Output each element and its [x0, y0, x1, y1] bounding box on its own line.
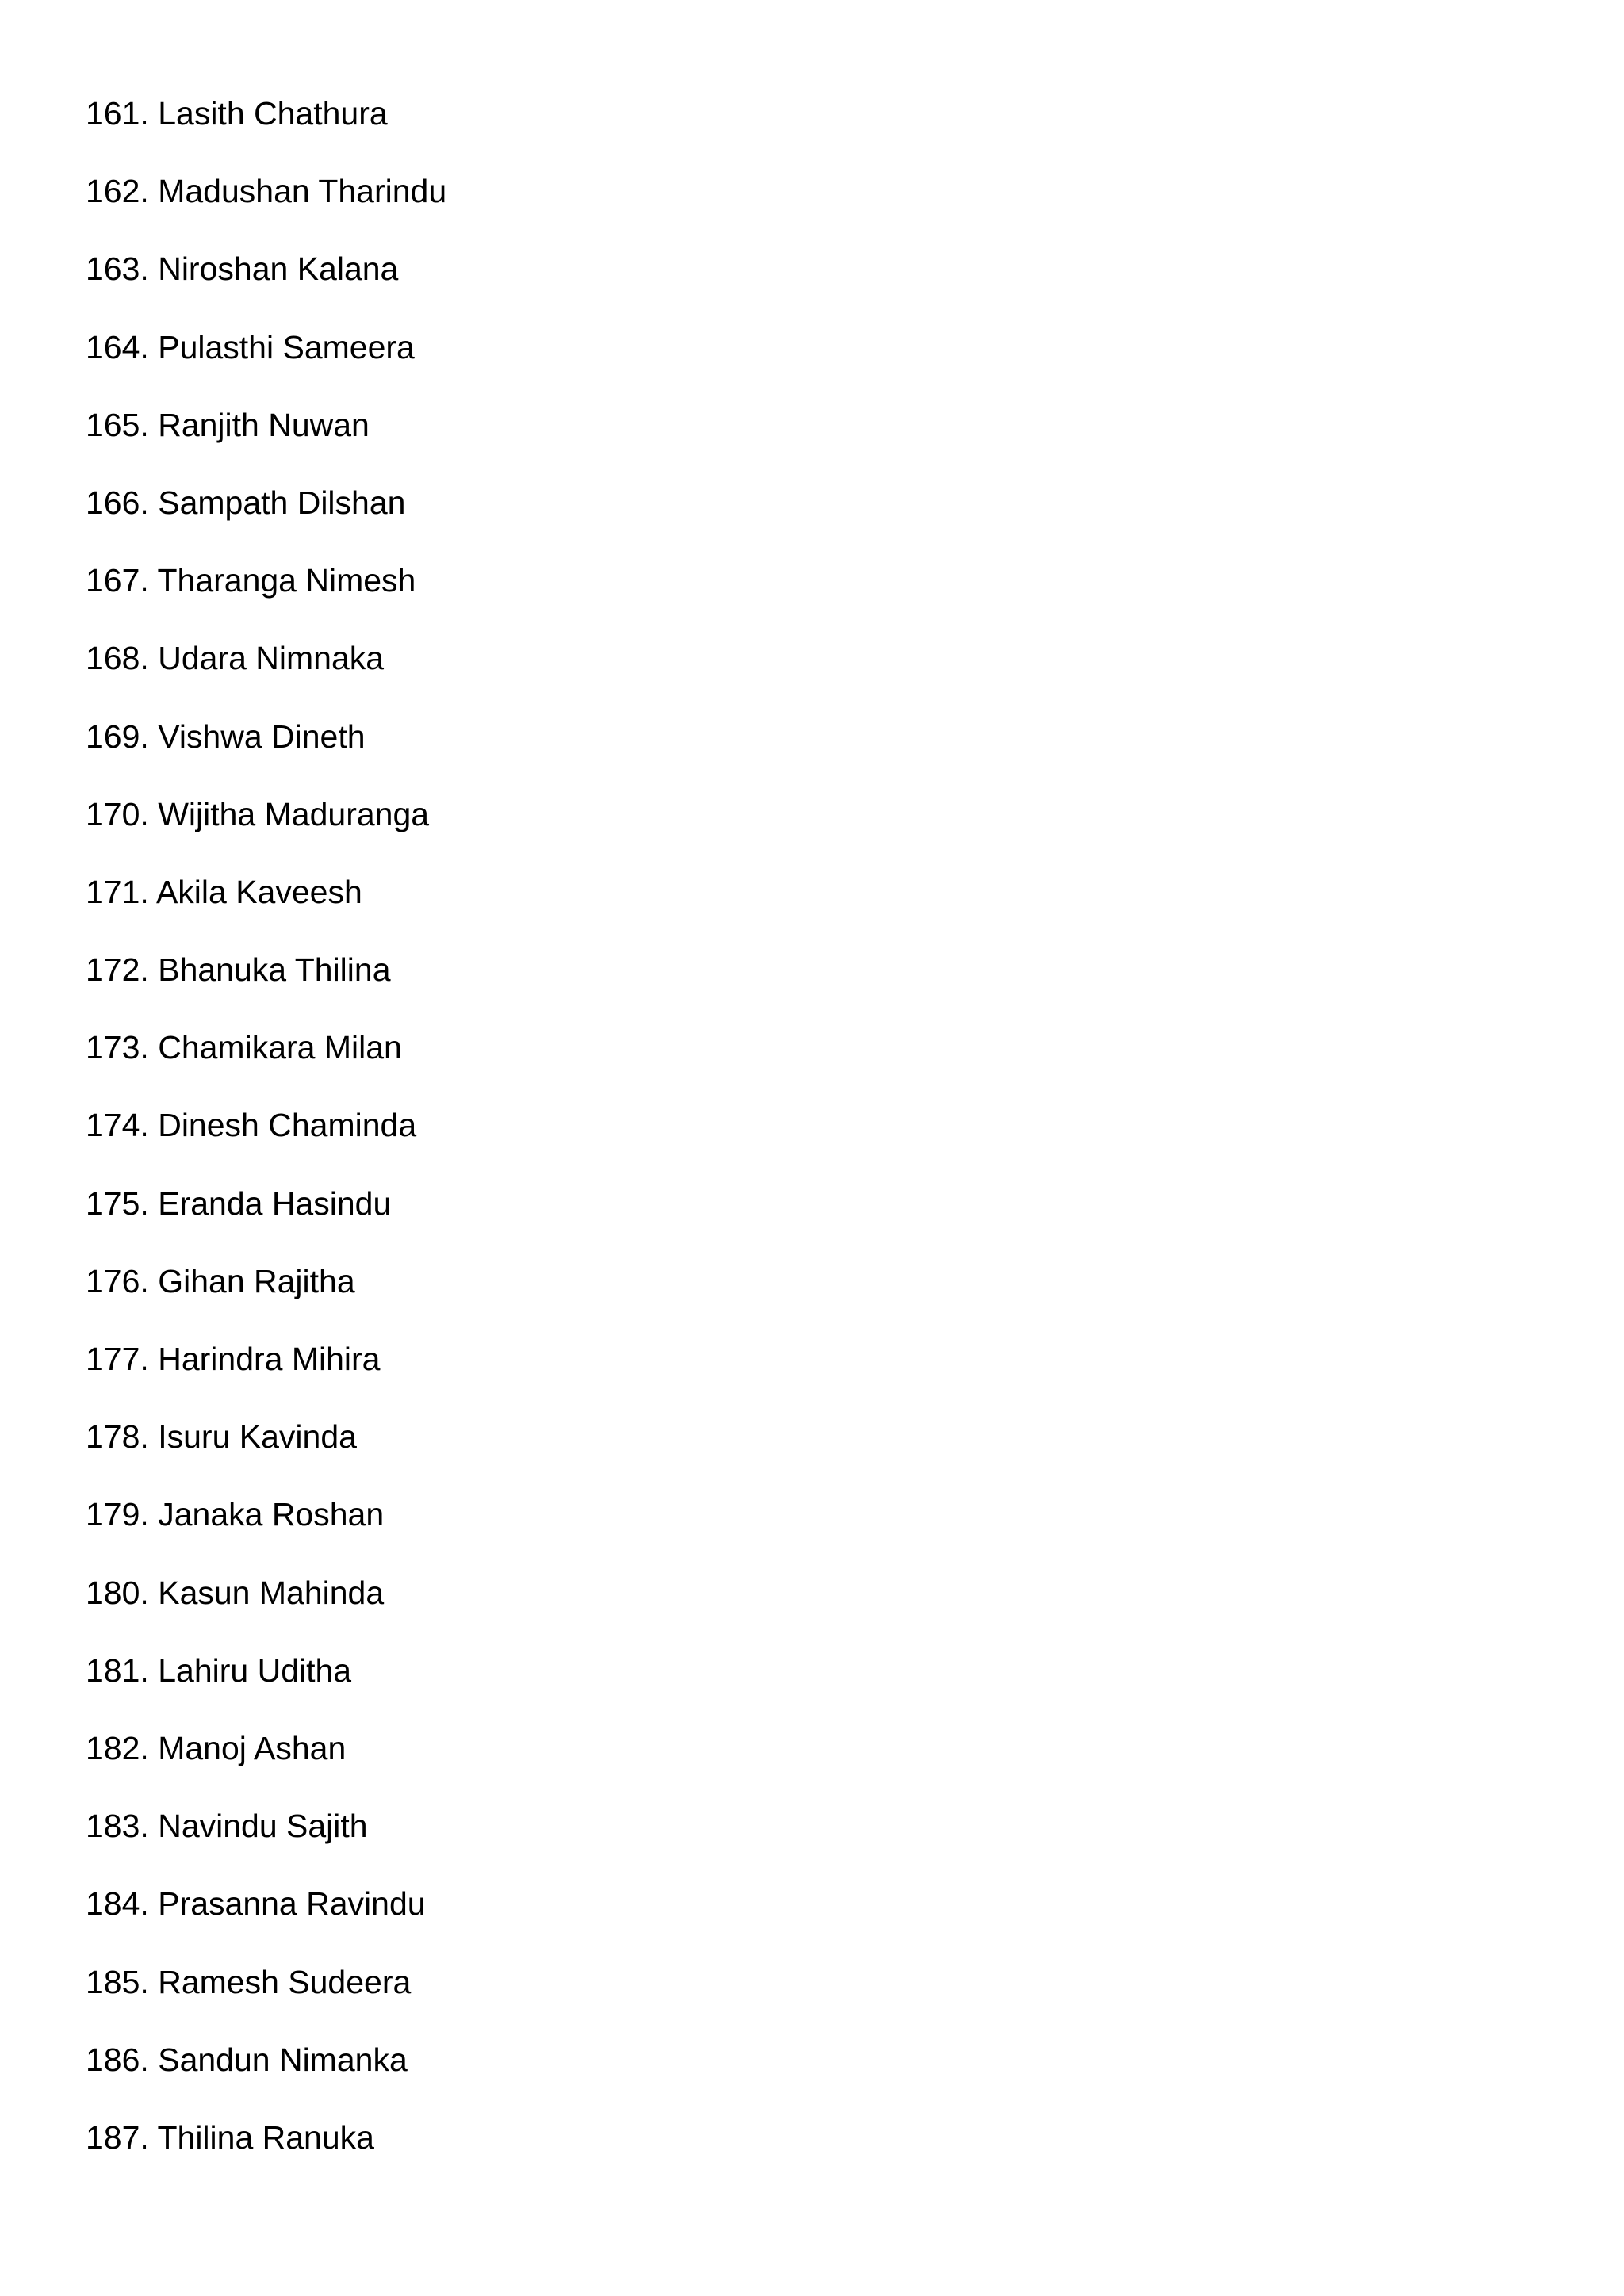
item-number: 185. [86, 1963, 149, 2000]
item-name: Manoj Ashan [158, 1729, 347, 1766]
item-name: Isuru Kavinda [158, 1418, 357, 1456]
item-number: 180. [86, 1574, 149, 1611]
list-item [86, 323, 446, 401]
item-name: Sandun Nimanka [158, 2041, 408, 2078]
item-number: 169. [86, 718, 149, 755]
item-name: Janaka Roshan [158, 1496, 385, 1533]
list-item [86, 1335, 446, 1413]
list-item [86, 1724, 446, 1802]
list-item [86, 1490, 446, 1568]
list-item [86, 946, 446, 1024]
item-name: Ramesh Sudeera [158, 1963, 412, 2000]
list-item [86, 167, 446, 245]
item-name: Bhanuka Thilina [158, 951, 391, 989]
item-number: 171. [86, 873, 149, 910]
item-number: 184. [86, 1885, 149, 1923]
item-number: 162. [86, 173, 149, 210]
list-item [86, 1180, 446, 1257]
list-item [86, 1024, 446, 1101]
list-item [86, 2036, 446, 2114]
list-item [86, 868, 446, 946]
item-name: Navindu Sajith [158, 1808, 368, 1845]
item-number: 164. [86, 328, 149, 365]
item-number: 177. [86, 1341, 149, 1377]
name-list [86, 90, 446, 2191]
item-name: Udara Nimnaka [158, 640, 385, 677]
item-name: Tharanga Nimesh [157, 562, 416, 599]
item-name: Eranda Hasindu [158, 1184, 392, 1222]
list-item [86, 90, 446, 167]
item-number: 163. [86, 251, 149, 288]
item-number: 174. [86, 1107, 149, 1144]
item-number: 173. [86, 1029, 149, 1066]
item-number: 176. [86, 1262, 149, 1299]
item-number: 179. [86, 1496, 149, 1533]
item-name: Dinesh Chaminda [158, 1107, 417, 1144]
item-name: Kasun Mahinda [158, 1574, 385, 1611]
list-item [86, 1647, 446, 1724]
item-number: 170. [86, 795, 149, 832]
list-item [86, 557, 446, 634]
item-number: 182. [86, 1729, 149, 1766]
list-item [86, 1958, 446, 2036]
list-item [86, 479, 446, 557]
item-name: Akila Kaveesh [155, 873, 362, 910]
list-item [86, 401, 446, 479]
list-item [86, 1101, 446, 1179]
item-number: 168. [86, 640, 149, 677]
item-name: Wijitha Maduranga [158, 795, 430, 832]
item-name: Gihan Rajitha [158, 1262, 355, 1299]
item-name: Chamikara Milan [158, 1029, 402, 1066]
item-name: Madushan Tharindu [158, 173, 447, 210]
item-number: 187. [86, 2118, 149, 2156]
item-name: Niroshan Kalana [158, 251, 399, 288]
list-item [86, 1257, 446, 1335]
list-item [86, 1413, 446, 1490]
item-number: 175. [86, 1184, 149, 1222]
item-number: 172. [86, 951, 149, 989]
item-number: 181. [86, 1651, 149, 1689]
item-number: 166. [86, 484, 149, 521]
item-name: Vishwa Dineth [158, 718, 366, 755]
list-item [86, 1569, 446, 1647]
item-number: 178. [86, 1418, 149, 1456]
list-item [86, 790, 446, 868]
list-item [86, 1802, 446, 1880]
item-name: Sampath Dilshan [158, 484, 406, 521]
list-item [86, 713, 446, 790]
item-name: Lasith Chathura [158, 95, 388, 132]
item-name: Prasanna Ravindu [158, 1885, 426, 1923]
list-item [86, 2114, 446, 2191]
item-number: 183. [86, 1808, 149, 1845]
item-name: Harindra Mihira [158, 1341, 381, 1377]
item-number: 165. [86, 406, 149, 443]
item-name: Lahiru Uditha [158, 1651, 352, 1689]
item-number: 186. [86, 2041, 149, 2078]
list-item [86, 1880, 446, 1957]
item-number: 161. [86, 95, 149, 132]
item-name: Ranjith Nuwan [158, 406, 370, 443]
list-item [86, 634, 446, 712]
item-name: Thilina Ranuka [157, 2118, 374, 2156]
list-item [86, 245, 446, 323]
item-number: 167. [86, 562, 149, 599]
item-name: Pulasthi Sameera [158, 328, 415, 365]
